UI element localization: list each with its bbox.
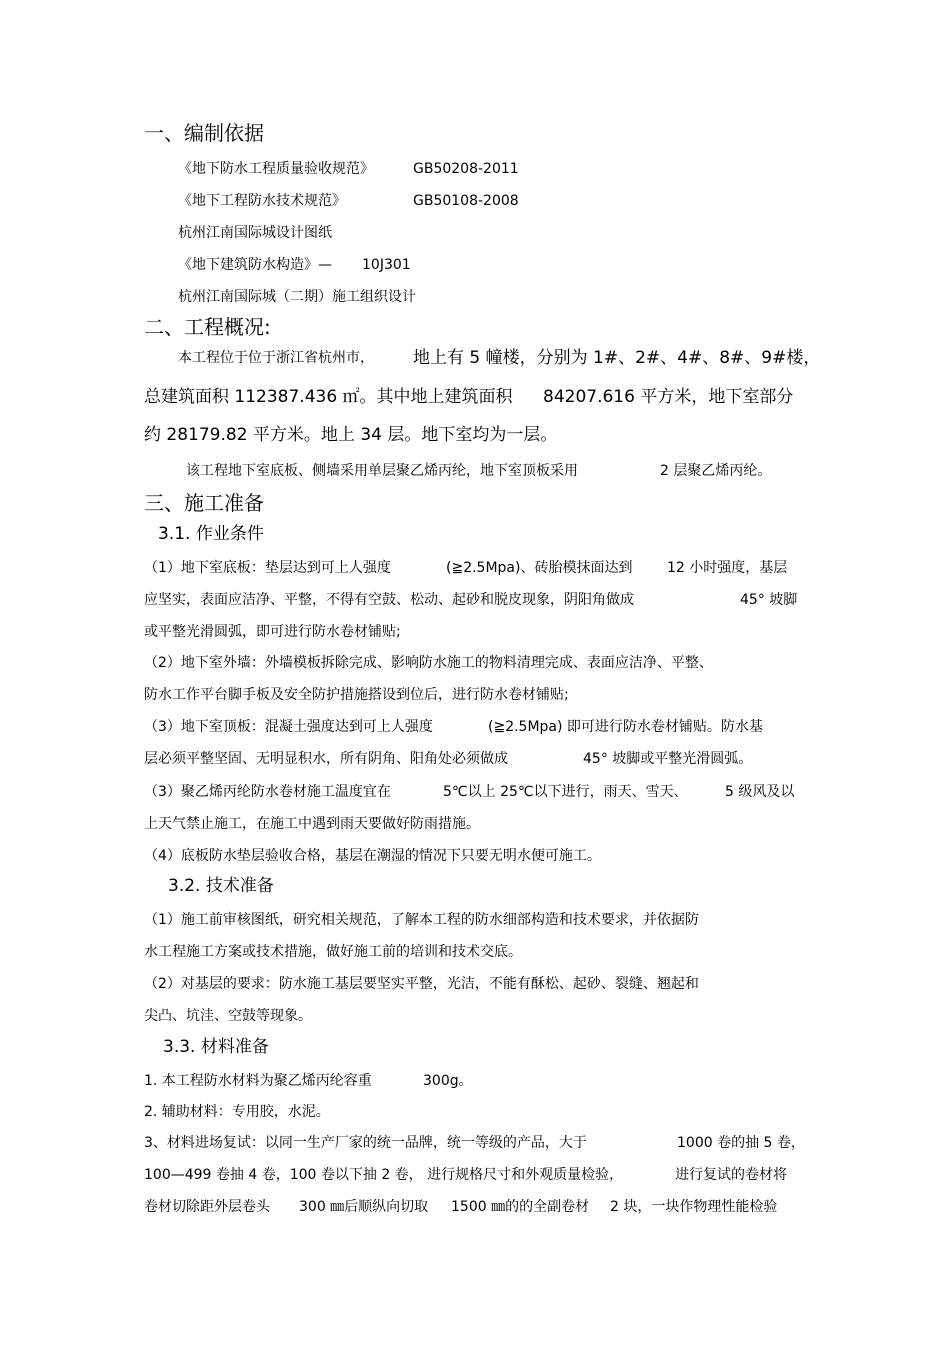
body-text: （1）地下室底板：垫层达到可上人强度 [144, 560, 391, 576]
body-text: （2）地下室外墙：外墙模板拆除完成、影响防水施工的物料清理完成、表面应洁净、平整、 [144, 655, 713, 671]
body-text: 水工程施工方案或技术措施，做好施工前的培训和技术交底。 [144, 944, 522, 960]
body-text: （2）对基层的要求：防水施工基层要坚实平整，光洁，不能有酥松、起砂、裂缝、翘起和 [144, 976, 699, 992]
overview-text: 该工程地下室底板、侧墙采用单层聚乙烯丙纶，地下室顶板采用 [186, 463, 578, 479]
section-3-title: 三、施工准备 [144, 491, 264, 515]
body-text: 层必须平整坚固、无明显积水，所有阴角、阳角处必须做成 [144, 751, 508, 767]
section-1-title: 一、编制依据 [144, 121, 264, 145]
overview-text: 2 层聚乙烯丙纶。 [660, 463, 772, 479]
body-text: 2. 辅助材料：专用胶，水泥。 [144, 1104, 330, 1120]
body-text: 12 小时强度，基层 [667, 560, 788, 576]
body-text: （3）地下室顶板：混凝土强度达到可上人强度 [144, 719, 433, 735]
body-text: 防水工作平台脚手板及安全防护措施搭设到位后，进行防水卷材铺贴; [144, 687, 569, 703]
body-text: （4）底板防水垫层验收合格，基层在潮湿的情况下只要无明水便可施工。 [144, 848, 601, 864]
section-2-title: 二、工程概况: [144, 315, 271, 339]
body-text: 进行复试的卷材将 [675, 1167, 787, 1183]
reference-name: 《地下工程防水技术规范》 [178, 193, 346, 209]
reference-name: 杭州江南国际城设计图纸 [178, 225, 332, 241]
subsection-3-1-title: 3.1. 作业条件 [158, 524, 264, 544]
subsection-3-3-title: 3.3. 材料准备 [163, 1037, 269, 1057]
body-text: 3、材料进场复试：以同一生产厂家的统一品牌，统一等级的产品，大于 [144, 1135, 587, 1151]
body-text: 应坚实，表面应洁净、平整，不得有空鼓、松动、起砂和脱皮现象，阴阳角做成 [144, 592, 634, 608]
reference-code: 10J301 [362, 257, 411, 273]
body-text: (≧2.5Mpa)、砖胎模抹面达到 [446, 560, 633, 576]
reference-name: 《地下建筑防水构造》— [178, 257, 332, 273]
body-text: （3）聚乙烯丙纶防水卷材施工温度宜在 [144, 784, 391, 800]
body-text: 45° 坡脚 [740, 592, 798, 608]
reference-name: 杭州江南国际城（二期）施工组织设计 [178, 289, 416, 305]
body-text: 卷材切除距外层卷头 [144, 1199, 270, 1215]
overview-text: 地上有 5 幢楼，分别为 1#、2#、4#、8#、9#楼， [413, 348, 821, 368]
reference-name: 《地下防水工程质量验收规范》 [178, 161, 374, 177]
body-text: 1000 卷的抽 5 卷， [677, 1135, 805, 1151]
body-text: 5℃以上 25℃以下进行，雨天、雪天、 [443, 784, 688, 800]
body-text: 45° 坡脚或平整光滑圆弧。 [583, 751, 753, 767]
overview-text: 本工程位于位于浙江省杭州市， [178, 350, 374, 366]
reference-code: GB50208-2011 [413, 161, 519, 177]
overview-text: 84207.616 平方米，地下室部分 [543, 387, 794, 407]
body-text: 1. 本工程防水材料为聚乙烯丙纶容重 [144, 1073, 372, 1089]
body-text: 300 ㎜后顺纵向切取 [299, 1199, 429, 1215]
reference-code: GB50108-2008 [413, 193, 519, 209]
body-text: 100—499 卷抽 4 卷，100 卷以下抽 2 卷， 进行规格尺寸和外观质量检验， [144, 1167, 624, 1183]
body-text: (≧2.5Mpa) 即可进行防水卷材铺贴。防水基 [488, 719, 763, 735]
body-text: 5 级风及以 [725, 784, 795, 800]
body-text: （1）施工前审核图纸，研究相关规范，了解本工程的防水细部构造和技术要求，并依据防 [144, 912, 699, 928]
body-text: 300g。 [423, 1073, 473, 1089]
body-text: 2 块，一块作物理性能检验 [610, 1199, 778, 1215]
overview-text: 约 28179.82 平方米。地上 34 层。地下室均为一层。 [144, 425, 558, 445]
body-text: 1500 ㎜的的全副卷材 [451, 1199, 590, 1215]
body-text: 上天气禁止施工，在施工中遇到雨天要做好防雨措施。 [144, 816, 480, 832]
overview-text: 总建筑面积 112387.436 ㎡。其中地上建筑面积 [144, 387, 513, 407]
body-text: 或平整光滑圆弧，即可进行防水卷材铺贴; [144, 624, 401, 640]
subsection-3-2-title: 3.2. 技术准备 [168, 876, 274, 896]
body-text: 尖凸、坑洼、空鼓等现象。 [144, 1008, 312, 1024]
